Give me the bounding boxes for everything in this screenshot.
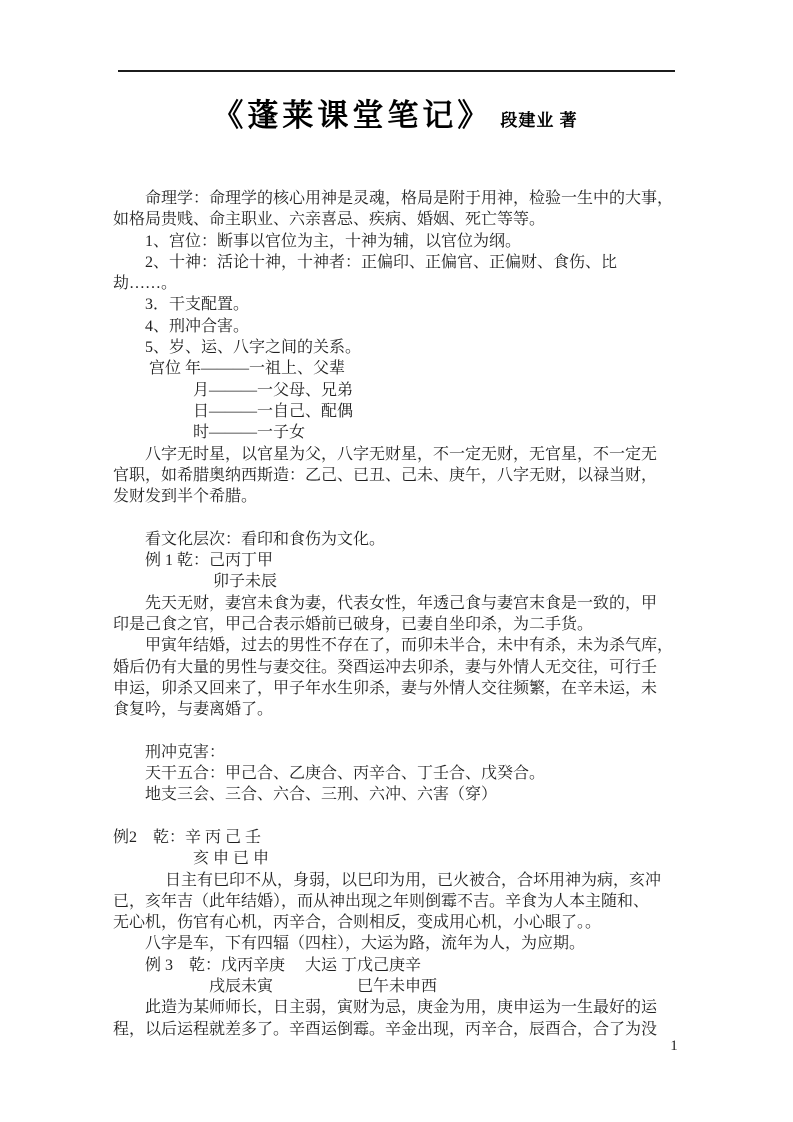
text-line: 申运，卯杀又回来了，甲子年水生卯杀，妻与外情人交往频繁，在辛未运，未: [113, 679, 658, 697]
text-line: 天干五合：甲己合、乙庚合、丙辛合、丁壬合、戊癸合。: [113, 765, 546, 783]
header-rule: [118, 70, 675, 72]
text-line: 2、十神：活论十神，十神者：正偏印、正偏官、正偏财、食伤、比: [113, 253, 618, 271]
text-line: 已，亥年吉（此年结婚），而从神出现之年则倒霉不吉。辛食为人本主随和、: [113, 892, 650, 910]
text-line: 八字无时星，以官星为父，八字无财星，不一定无财，无官星，不一定无: [113, 445, 658, 463]
text-line: 印是己食之官，甲己合表示婚前已破身，已妻自坐印杀，为二手货。: [113, 615, 594, 633]
text-line: 3．干支配置。: [113, 296, 250, 314]
text-line: 官职，如希腊奥纳西斯造：乙己、已丑、己未、庚午，八字无财，以禄当财，: [113, 466, 658, 484]
text-line: 刑冲克害：: [113, 743, 226, 761]
text-line: 无心机，伤官有心机，丙辛合，合则相反，变成用心机，小心眼了。。: [113, 914, 602, 932]
text-line: 看文化层次：看印和食伤为文化。: [113, 530, 386, 548]
text-line: 劫……。: [113, 275, 178, 293]
text-line: 4、刑冲合害。: [113, 317, 250, 335]
text-line: 地支三会、三合、六合、三刑、六冲、六害（穿）: [113, 786, 498, 804]
text-line: 戌辰未寅 巳午未申西: [113, 977, 438, 995]
text-line: 甲寅年结婚，过去的男性不存在了，而卯未半合，未中有杀，未为杀气库，: [113, 637, 674, 655]
text-line: [113, 507, 685, 528]
text-line: [113, 720, 685, 741]
text-line: 八字是车，下有四辐（四柱），大运为路，流年为人，为应期。: [113, 935, 586, 953]
text-line: 如格局贵贱、命主职业、六亲喜忌、疾病、婚姻、死亡等等。: [113, 211, 546, 229]
document-body: [113, 188, 685, 1040]
text-line: 卯子未辰: [113, 573, 278, 591]
text-line: 时———一子女: [113, 424, 306, 442]
author-name: 段建业 著: [500, 111, 578, 130]
text-line: 婚后仍有大量的男性与妻交往。癸酉运冲去卯杀，妻与外情人无交往，可行壬: [113, 658, 658, 676]
text-line: 此造为某师师长，日主弱，寅财为忌，庚金为用，庚申运为一生最好的运: [113, 999, 658, 1017]
text-line: 1、宫位：断事以官位为主，十神为辅，以官位为纲。: [113, 232, 522, 250]
text-line: 先天无财，妻宫未食为妻，代表女性，年透己食与妻宫末食是一致的，甲: [113, 594, 658, 612]
text-line: 日———一自己、配偶: [113, 402, 354, 420]
text-line: 亥 申 已 申: [113, 850, 270, 868]
text-line: 发财发到半个希腊。: [113, 488, 258, 506]
text-line: 例 1 乾：己丙丁甲: [113, 552, 274, 570]
text-line: 月———一父母、兄弟: [113, 381, 354, 399]
text-line: 命理学：命理学的核心用神是灵魂，格局是附于用神，检验一生中的大事，: [113, 190, 674, 207]
page-number: 1: [670, 1038, 678, 1054]
text-line: 例 3 乾：戊丙辛庚 大运 丁戊己庚辛: [113, 956, 422, 974]
text-line: [113, 806, 685, 827]
text-line: 5、岁、运、八字之间的关系。: [113, 339, 362, 357]
text-line: 程，以后运程就差多了。辛酉运倒霉。辛金出现，丙辛合，辰酉合，合了为没: [113, 1020, 658, 1038]
text-line: 食复吟，与妻离婚了。: [113, 701, 274, 719]
text-line: 宫位 年———一祖上、父辈: [113, 360, 346, 378]
text-line: 日主有巳印不从，身弱，以巳印为用，已火被合，合坏用神为病，亥冲: [113, 871, 662, 889]
text-line: 例2 乾：辛 丙 己 壬: [113, 828, 262, 846]
book-title: 《蓬莱课堂笔记》: [212, 98, 493, 133]
title-row: [113, 90, 677, 135]
